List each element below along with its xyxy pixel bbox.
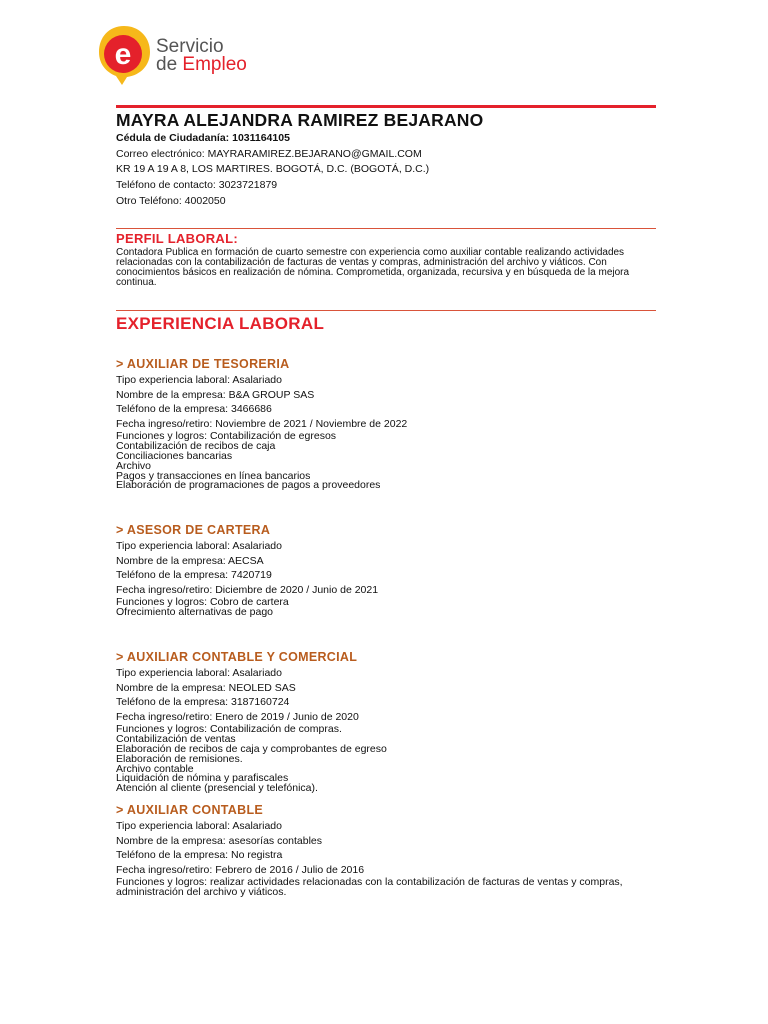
job-funcion: Elaboración de programaciones de pagos a proveedores <box>116 479 381 492</box>
job-empresa: Nombre de la empresa: NEOLED SAS <box>116 681 296 694</box>
job-fechas: Fecha ingreso/retiro: Enero de 2019 / Junio de 2020 <box>116 710 359 723</box>
logo-line-2-accent: Empleo <box>182 54 247 75</box>
perfil-text: Contadora Publica en formación de cuarto semestre con experiencia como auxiliar contable realizando actividades relacionadas con la contabilización de facturas de ventas y compras, administración del archivo y viáticos. Con conocimientos básicos en realización de nómina. Comprometida, organizada, recursiva y en búsqueda de la mejora continua. <box>116 247 630 288</box>
servicio-empleo-logo <box>96 24 266 88</box>
other-phone: Otro Teléfono: 4002050 <box>116 194 226 207</box>
job-fechas: Fecha ingreso/retiro: Diciembre de 2020 / Junio de 2021 <box>116 583 379 596</box>
job-telefono: Teléfono de la empresa: 3466686 <box>116 403 272 416</box>
perfil-divider <box>116 228 656 229</box>
job-entry <box>116 355 656 491</box>
job-entry <box>116 801 656 898</box>
contact-phone: Teléfono de contacto: 3023721879 <box>116 179 278 192</box>
job-funcion: Contabilización de recibos de caja <box>116 440 276 453</box>
job-telefono: Teléfono de la empresa: No registra <box>116 849 283 862</box>
candidate-name: MAYRA ALEJANDRA RAMIREZ BEJARANO <box>116 110 484 130</box>
logo-wordmark <box>156 38 247 74</box>
logo-letter: e <box>114 38 132 71</box>
job-funciones <box>116 725 656 794</box>
job-funciones <box>116 598 656 618</box>
job-title: > ASESOR DE CARTERA <box>116 523 271 537</box>
job-tipo: Tipo experiencia laboral: Asalariado <box>116 667 282 679</box>
job-funcion: Conciliaciones bancarias <box>116 449 233 462</box>
header-divider <box>116 105 656 108</box>
job-empresa: Nombre de la empresa: B&A GROUP SAS <box>116 388 315 401</box>
job-empresa: Nombre de la empresa: AECSA <box>116 554 264 567</box>
job-tipo: Tipo experiencia laboral: Asalariado <box>116 374 282 386</box>
logo-line-2-prefix: de <box>156 54 183 75</box>
job-funcion: Liquidación de nómina y parafiscales <box>116 772 289 785</box>
experiencia-title: EXPERIENCIA LABORAL <box>116 314 325 333</box>
logo-line-2 <box>156 56 247 74</box>
job-empresa: Nombre de la empresa: asesorías contables <box>116 834 323 847</box>
email: Correo electrónico: MAYRARAMIREZ.BEJARANO@GMAIL.COM <box>116 147 422 160</box>
job-funcion: Ofrecimiento alternativas de pago <box>116 606 274 619</box>
contact-block <box>116 131 429 209</box>
job-entry <box>116 521 656 618</box>
job-funcion: Archivo contable <box>116 762 194 775</box>
job-funciones <box>116 878 656 898</box>
job-funcion: Elaboración de recibos de caja y comprobantes de egreso <box>116 742 387 755</box>
job-entry <box>116 648 656 794</box>
job-funcion: Archivo <box>116 459 152 472</box>
servicio-empleo-logo-icon <box>96 24 152 86</box>
cedula: Cédula de Ciudadanía: 1031164105 <box>116 132 290 144</box>
job-telefono: Teléfono de la empresa: 3187160724 <box>116 696 290 709</box>
logo-line-1: Servicio <box>156 36 224 57</box>
job-funcion: Funciones y logros: realizar actividades relacionadas con la contabilización de facturas de ventas y compras, administración del archivo y viáticos. <box>116 876 623 899</box>
address: KR 19 A 19 A 8, LOS MARTIRES. BOGOTÁ, D.C. (BOGOTÁ, D.C.) <box>116 163 430 176</box>
job-funcion: Atención al cliente (presencial y telefónica). <box>116 782 318 795</box>
job-fechas: Fecha ingreso/retiro: Noviembre de 2021 / Noviembre de 2022 <box>116 417 408 430</box>
job-funcion: Pagos y transacciones en línea bancarios <box>116 469 311 482</box>
experiencia-divider <box>116 310 656 311</box>
job-title: > AUXILIAR CONTABLE <box>116 803 264 817</box>
job-telefono: Teléfono de la empresa: 7420719 <box>116 569 272 582</box>
job-title: > AUXILIAR CONTABLE Y COMERCIAL <box>116 650 358 664</box>
job-tipo: Tipo experiencia laboral: Asalariado <box>116 540 282 552</box>
job-funcion: Contabilización de ventas <box>116 733 236 746</box>
job-title: > AUXILIAR DE TESORERIA <box>116 357 290 371</box>
job-funcion: Elaboración de remisiones. <box>116 752 243 765</box>
job-funcion: Funciones y logros: Contabilización de compras. <box>116 723 342 736</box>
job-funciones <box>116 432 656 491</box>
job-funcion: Funciones y logros: Cobro de cartera <box>116 596 289 609</box>
job-funcion: Funciones y logros: Contabilización de egresos <box>116 430 337 443</box>
job-tipo: Tipo experiencia laboral: Asalariado <box>116 820 282 832</box>
perfil-title: PERFIL LABORAL: <box>116 231 238 246</box>
job-fechas: Fecha ingreso/retiro: Febrero de 2016 / Julio de 2016 <box>116 863 365 876</box>
